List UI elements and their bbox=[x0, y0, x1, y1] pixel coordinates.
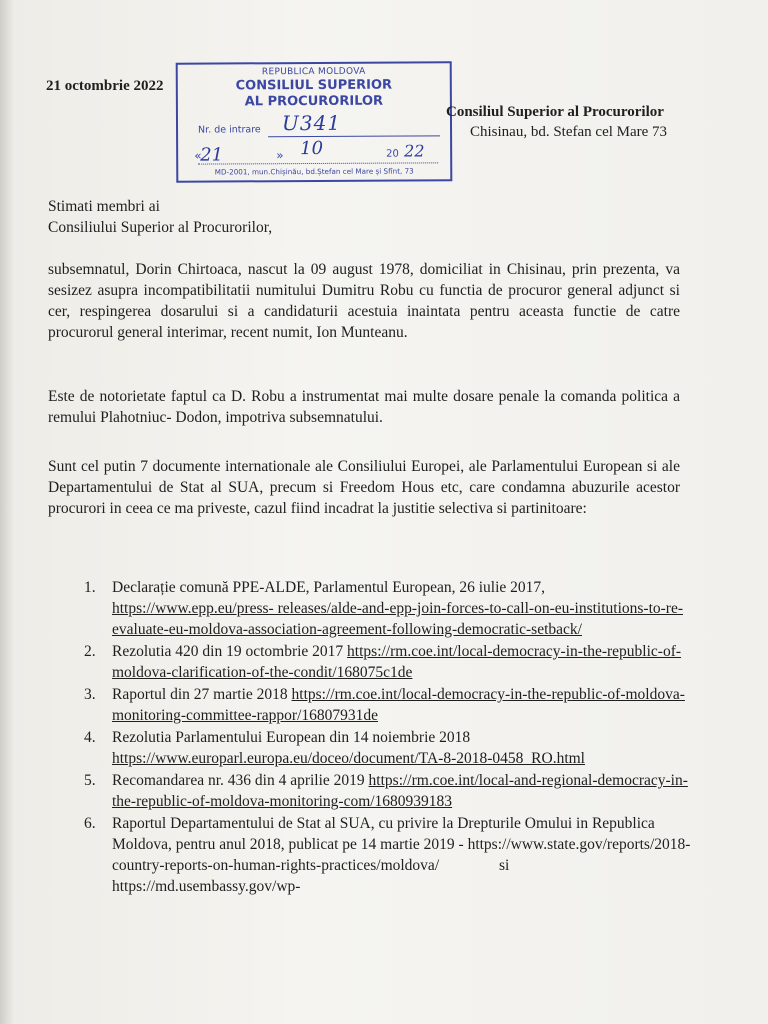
reference-text: Raportul Departamentului de Stat al SUA, cu privire la Drepturile Omului in Republica Moldova, pentru anul 2018, publicat pe 14 martie 2019 - bbox=[112, 815, 655, 853]
list-item bbox=[80, 770, 692, 812]
reference-link[interactable]: https://rm.coe.int/local-democracy-in-the-republic-of-moldova-monitoring-committee-rappor/16807931de bbox=[112, 686, 685, 724]
references-list bbox=[80, 577, 692, 898]
reference-link[interactable]: https://md.usembassy.gov/wp- bbox=[112, 878, 301, 895]
list-number: 1. bbox=[84, 579, 96, 596]
recipient-block bbox=[446, 104, 667, 141]
list-item bbox=[80, 641, 692, 683]
list-number: 6. bbox=[84, 815, 96, 832]
reference-link[interactable]: https://www.epp.eu/press- releases/alde-and-epp-join-forces-to-call-on-eu-institutions-to-re-evaluate-eu-moldova-association-agreement-following-democratic-setback/ bbox=[112, 600, 684, 638]
body-paragraph-2: Este de notorietate faptul ca D. Robu a instrumentat mai multe dosare penale la comanda politica a remului Plahotniuc- Dodon, impotriva subsemnatului. bbox=[48, 388, 680, 426]
stamp-quote-mark: » bbox=[276, 148, 284, 163]
reference-link[interactable]: https://www.europarl.europa.eu/doceo/document/TA-8-2018-0458_RO.html bbox=[112, 750, 585, 767]
reference-text: Rezolutia Parlamentului European din 14 noiembrie 2018 bbox=[112, 729, 471, 746]
stamp-address: MD-2001, mun.Chișinău, bd.Ștefan cel Mare și Sfînt, 73 bbox=[214, 166, 414, 177]
stamp-entry-label: Nr. de intrare bbox=[198, 124, 261, 136]
stamp-entry-number: U341 bbox=[281, 110, 342, 136]
list-number: 5. bbox=[84, 772, 96, 789]
letter-date: 21 octombrie 2022 bbox=[46, 78, 164, 94]
stamp-org-line1: CONSILIUL SUPERIOR bbox=[235, 77, 393, 94]
recipient-address: Chisinau, bd. Stefan cel Mare 73 bbox=[470, 124, 668, 140]
reference-text: Recomandarea nr. 436 din 4 aprilie 2019 bbox=[112, 772, 365, 789]
greeting-line: Consiliului Superior al Procurorilor, bbox=[48, 219, 273, 236]
reference-text: Rezolutia 420 din 19 octombrie 2017 bbox=[112, 643, 344, 660]
body-paragraph-1: subsemnatul, Dorin Chirtoaca, nascut la 09 august 1978, domiciliat in Chisinau, prin prezenta, va sesizez asupra incompatibilitatii numitului Dumitru Robu cu functia de procuror general adjunct si cer, respingerea dosarului si a candidaturii acestuia inaintata pentru aceasta functie de catre procurorul general interimar, recent numit, Ion Munteanu. bbox=[48, 261, 680, 341]
list-item bbox=[80, 813, 692, 897]
stamp-quote-mark: « bbox=[194, 148, 202, 163]
page-shadow bbox=[0, 0, 14, 1024]
reference-link[interactable]: https://rm.coe.int/local-democracy-in-the-republic-of-moldova-clarification-of-the-condit/168075c1de bbox=[112, 643, 682, 681]
stamp-month: 10 bbox=[300, 137, 324, 160]
greeting-line: Stimati membri ai bbox=[48, 198, 160, 215]
reference-text: Declarație comună PPE-ALDE, Parlamentul European, 26 iulie 2017, bbox=[112, 579, 546, 596]
stamp-day: 21 bbox=[200, 144, 224, 166]
stamp-date-line bbox=[198, 162, 438, 164]
list-item bbox=[80, 727, 692, 769]
reference-joiner: si bbox=[499, 857, 510, 874]
list-number: 2. bbox=[84, 643, 96, 660]
stamp-entry-line bbox=[268, 135, 440, 137]
recipient-name: Consiliul Superior al Procurorilor bbox=[446, 104, 664, 120]
greeting bbox=[48, 196, 680, 238]
stamp-country: REPUBLICA MOLDOVA bbox=[261, 66, 366, 78]
body-paragraph-3: Sunt cel putin 7 documente internationale ale Consiliului Europei, ale Parlamentului European si ale Departamentului de Stat al SUA, precum si Freedom Hous etc, care condamna abuzurile acestor procurori in ceea ce ma priveste, cazul fiind incadrat la justitie selectiva si partinitoare: bbox=[48, 458, 680, 517]
list-item bbox=[80, 684, 692, 726]
reference-link[interactable]: https://www.state.gov/reports/2018-country-reports-on-human-rights-practices/moldova/ bbox=[112, 836, 691, 874]
list-number: 4. bbox=[84, 729, 96, 746]
reference-text: Raportul din 27 martie 2018 bbox=[112, 686, 288, 703]
list-number: 3. bbox=[84, 686, 96, 703]
stamp-org-line2: AL PROCURORILOR bbox=[244, 93, 384, 110]
stamp-year-suffix: 22 bbox=[404, 141, 425, 161]
reference-link[interactable]: https://rm.coe.int/local-and-regional-democracy-in-the-republic-of-moldova-monitoring-com/1680939183 bbox=[112, 772, 688, 810]
registration-stamp bbox=[176, 61, 453, 182]
stamp-year-prefix: 20 bbox=[386, 148, 399, 160]
list-item bbox=[80, 577, 692, 640]
